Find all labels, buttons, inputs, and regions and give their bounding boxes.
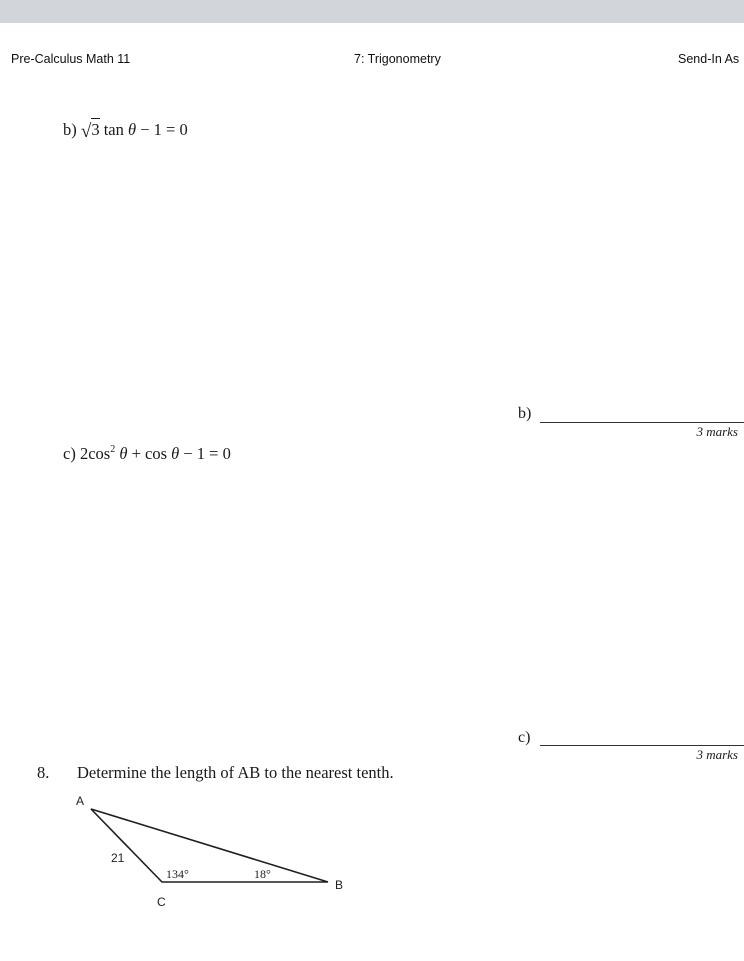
question-c-mid: + cos (127, 444, 167, 463)
angle-b-label: 18° (254, 867, 271, 881)
question-b-label: b) (63, 120, 77, 139)
question-c-power: 2 (110, 444, 116, 455)
header-assignment: Send-In As (678, 52, 740, 66)
answer-b-label: b) (518, 405, 532, 422)
vertex-c-label: C (157, 895, 166, 909)
question-b-sqrt-arg: 3 (91, 120, 100, 139)
question-b-var: θ (127, 120, 137, 139)
question-c-var2: θ (171, 444, 180, 463)
question-b-fn: tan (103, 120, 124, 139)
answer-c-marks: 3 marks (696, 747, 738, 762)
question-8-text: Determine the length of AB to the nearest tenth. (77, 763, 394, 782)
answer-c-label: c) (518, 729, 531, 746)
question-c-label: c) (63, 444, 76, 463)
angle-c-label: 134° (166, 867, 189, 881)
question-c-coef: 2cos (79, 444, 111, 463)
side-ac-label: 21 (111, 851, 125, 865)
header-unit: 7: Trigonometry (354, 52, 441, 66)
vertex-a-label: A (76, 794, 85, 808)
question-c-var: θ (119, 444, 128, 463)
question-8-number: 8. (37, 763, 50, 782)
answer-b-marks: 3 marks (696, 424, 738, 439)
question-b-equation: b) √3 tan θ − 1 = 0 (63, 120, 188, 142)
header-course: Pre-Calculus Math 11 (11, 52, 131, 66)
vertex-b-label: B (335, 878, 344, 892)
triangle-abc (91, 809, 328, 882)
question-c-tail: − 1 = 0 (179, 444, 231, 463)
question-b-tail: − 1 = 0 (136, 120, 188, 139)
